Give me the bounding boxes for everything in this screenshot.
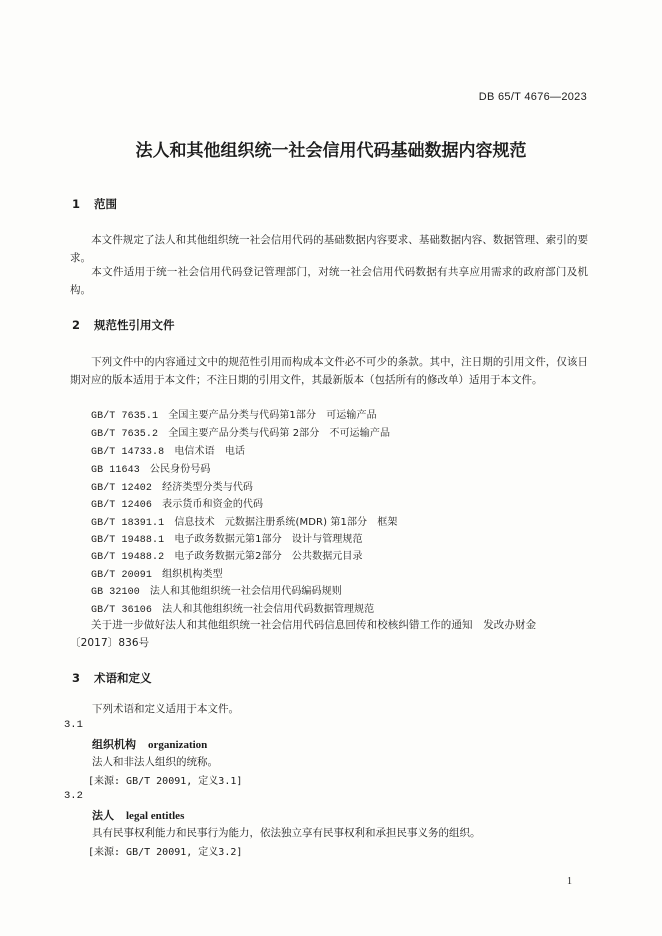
term-heading — [92, 736, 207, 752]
reference-code: GB/T 12406 — [91, 500, 153, 511]
reference-item — [91, 460, 211, 476]
reference-item — [91, 600, 374, 616]
reference-item — [91, 582, 342, 598]
section-1-heading — [72, 196, 117, 212]
section-3-heading — [72, 670, 152, 686]
reference-code: GB/T 14733.8 — [91, 447, 165, 458]
reference-title: 法人和其他组织统一社会信用代码编码规则 — [149, 586, 342, 597]
section-number: 3 — [72, 671, 81, 685]
reference-code: GB 32100 — [91, 587, 140, 598]
reference-code: GB 11643 — [91, 465, 140, 476]
term-zh: 法人 — [92, 809, 114, 822]
section-title: 范围 — [94, 197, 117, 211]
reference-code: GB/T 19488.2 — [91, 552, 165, 563]
scope-paragraph-2 — [70, 264, 588, 299]
reference-code: GB/T 7635.2 — [91, 429, 159, 440]
reference-title: 信息技术 元数据注册系统(MDR) 第1部分 框架 — [174, 517, 398, 528]
reference-item — [91, 478, 253, 494]
reference-code: GB/T 12402 — [91, 483, 153, 494]
reference-title: 表示货币和资金的代码 — [162, 499, 264, 510]
reference-item — [91, 406, 377, 422]
terms-intro: 下列术语和定义适用于本文件。 — [92, 703, 239, 715]
reference-item — [91, 513, 397, 529]
reference-item — [91, 530, 363, 546]
section-number: 1 — [72, 197, 81, 211]
reference-item — [91, 547, 363, 563]
reference-title: 公民身份号码 — [149, 464, 211, 475]
reference-title: 全国主要产品分类与代码第 2部分 不可运输产品 — [168, 428, 391, 439]
reference-code: GB/T 18391.1 — [91, 518, 165, 529]
reference-title: 电信术语 电话 — [174, 446, 246, 457]
term-definition: 具有民事权利能力和民事行为能力，依法独立享有民事权利和承担民事义务的组织。 — [92, 827, 481, 839]
section-title: 规范性引用文件 — [94, 318, 175, 332]
reference-title: 法人和其他组织统一社会信用代码数据管理规范 — [162, 604, 375, 615]
document-number: DB 65/T 4676—2023 — [478, 91, 587, 103]
term-number: 3.1 — [64, 719, 83, 731]
term-source: [来源: GB/T 20091, 定义3.2] — [88, 847, 243, 858]
reference-title: 经济类型分类与代码 — [162, 482, 254, 493]
term-definition: 法人和非法人组织的统称。 — [92, 756, 218, 768]
term-zh: 组织机构 — [92, 738, 136, 751]
reference-item — [91, 442, 245, 458]
term-heading — [92, 807, 184, 823]
term-number: 3.2 — [64, 790, 83, 802]
references-intro — [70, 354, 588, 389]
reference-item — [91, 495, 263, 511]
section-title: 术语和定义 — [94, 671, 152, 685]
term-source: [来源: GB/T 20091, 定义3.1] — [88, 776, 243, 787]
reference-code: GB/T 36106 — [91, 605, 153, 616]
section-number: 2 — [72, 318, 81, 332]
paragraph-text: 下列文件中的内容通过文中的规范性引用而构成本文件必不可少的条款。其中，注日期的引用文件，仅该日期对应的版本适用于本文件；不注日期的引用文件，其最新版本（包括所有的修改单）适用于本文件。 — [70, 356, 588, 386]
page-number: 1 — [567, 876, 572, 887]
reference-item — [91, 424, 390, 440]
paragraph-text: 本文件适用于统一社会信用代码登记管理部门，对统一社会信用代码数据有共享应用需求的政府部门及机构。 — [70, 266, 588, 296]
reference-title: 电子政务数据元第2部分 公共数据元目录 — [174, 551, 363, 562]
paragraph-text: 本文件规定了法人和其他组织统一社会信用代码的基础数据内容要求、基础数据内容、数据管理、索引的要求。 — [70, 234, 588, 264]
notice-reference-line-2: 〔2017〕836号 — [70, 637, 150, 649]
reference-code: GB/T 7635.1 — [91, 411, 159, 422]
reference-title: 电子政务数据元第1部分 设计与管理规范 — [174, 534, 363, 545]
reference-code: GB/T 20091 — [91, 570, 153, 581]
term-en: organization — [148, 739, 208, 751]
term-en: legal entitles — [126, 810, 185, 822]
reference-code: GB/T 19488.1 — [91, 535, 165, 546]
page-title: 法人和其他组织统一社会信用代码基础数据内容规范 — [135, 141, 527, 161]
notice-reference-line-1: 关于进一步做好法人和其他组织统一社会信用代码信息回传和校核纠错工作的通知 发改办财金 — [91, 619, 537, 631]
reference-item — [91, 565, 223, 581]
reference-title: 组织机构类型 — [162, 569, 223, 580]
scope-paragraph-1 — [70, 232, 588, 267]
section-2-heading — [72, 317, 175, 333]
reference-title: 全国主要产品分类与代码第1部分 可运输产品 — [168, 410, 377, 421]
